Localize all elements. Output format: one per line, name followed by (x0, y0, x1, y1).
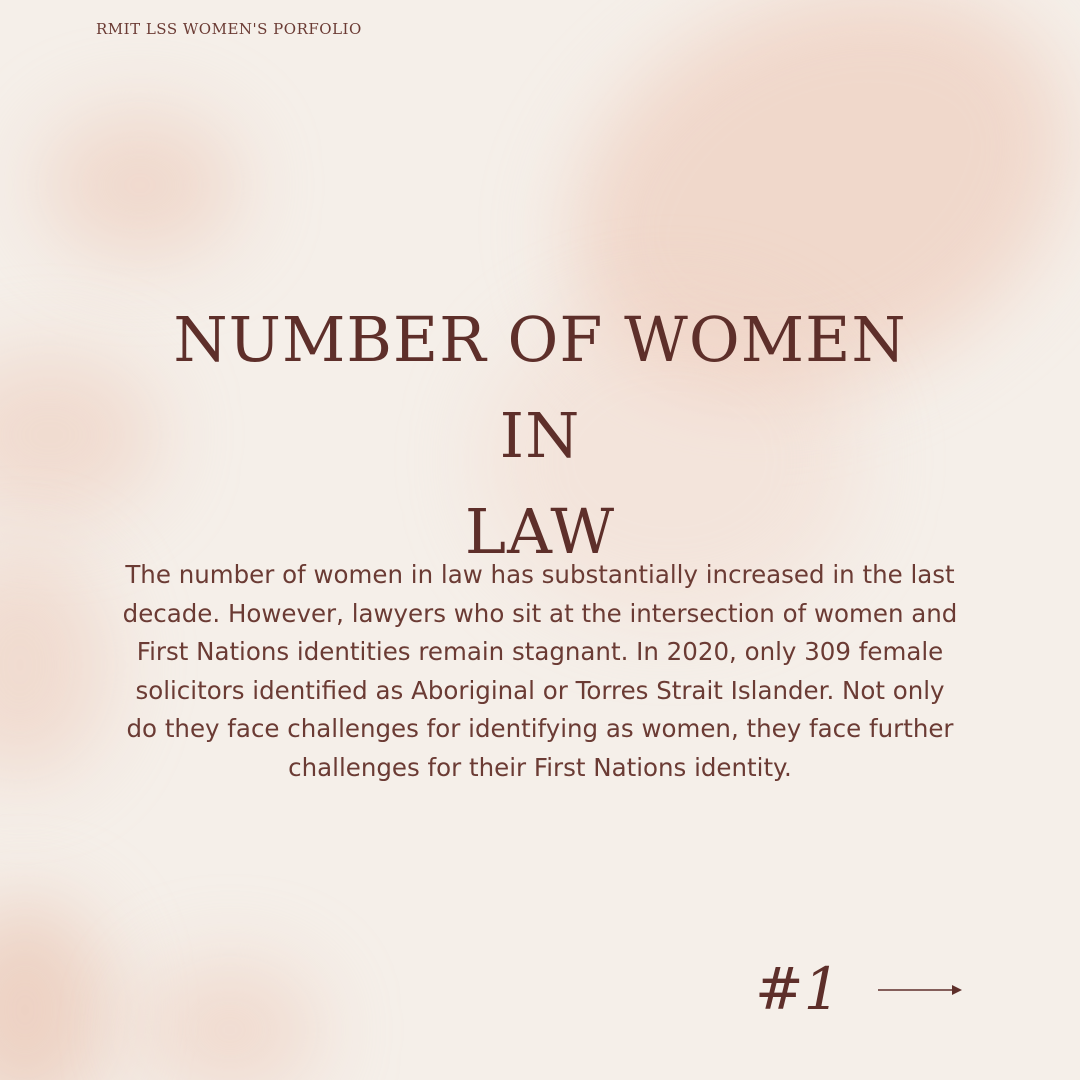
page-number: #1 (755, 955, 841, 1023)
next-arrow-button[interactable] (876, 978, 966, 1002)
body-line: First Nations identities remain stagnant. In 2020, only 309 female (136, 637, 944, 666)
page-title (140, 292, 940, 580)
body-line: decade. However, lawyers who sit at the intersection of women and (122, 598, 958, 628)
title-line: NUMBER OF WOMEN IN (173, 303, 907, 472)
body-paragraph (80, 556, 1000, 787)
body-line: do they face challenges for identifying as women, they face further (126, 714, 954, 743)
body-line: challenges for their First Nations identity. (288, 752, 792, 782)
blush-petal-shape (140, 960, 320, 1080)
body-line: The number of women in law has substantially increased in the last (125, 560, 955, 589)
blush-petal-shape (40, 110, 240, 260)
title-line: LAW (464, 495, 616, 568)
brand-label: RMIT LSS WOMEN'S PORFOLIO (96, 20, 362, 38)
blush-petal-shape (0, 350, 160, 520)
body-line: solicitors identified as Aboriginal or Torres Strait Islander. Not only (135, 675, 945, 705)
blush-petal-shape (0, 900, 110, 1080)
arrow-right-icon (876, 978, 966, 1002)
